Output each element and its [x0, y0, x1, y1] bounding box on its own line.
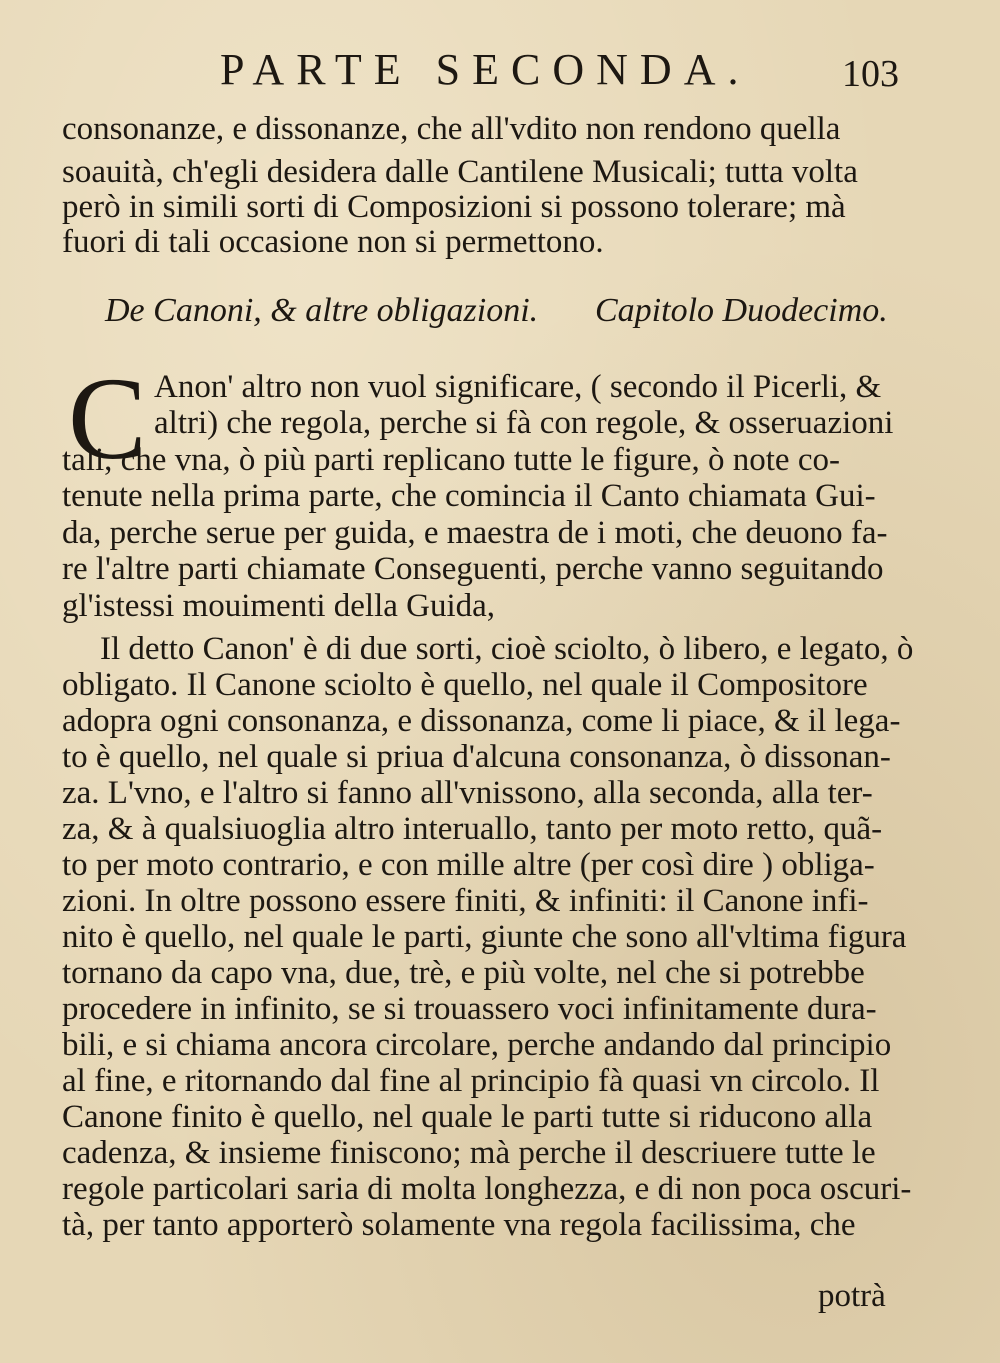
text-line: da, perche serue per guida, e maestra de i moti, che deuono fa- — [62, 515, 888, 551]
text-line: Canone finito è quello, nel quale le parti tutte si riducono alla — [62, 1099, 873, 1135]
text-line: cadenza, & insieme finiscono; mà perche il descriuere tutte le — [62, 1135, 876, 1171]
drop-cap: C — [68, 353, 147, 484]
text-line: regole particolari saria di molta longhezza, e di non poca oscuri- — [62, 1171, 912, 1207]
text-line: consonanze, e dissonanze, che all'vdito non rendono quella — [62, 111, 841, 147]
text-line: però in simili sorti di Composizioni si possono tolerare; mà — [62, 189, 846, 225]
text-line: za. L'vno, e l'altro si fanno all'vnissono, alla seconda, alla ter- — [62, 775, 873, 811]
text-line: re l'altre parti chiamate Conseguenti, perche vanno seguitando — [62, 551, 884, 587]
text-line: za, & à qualsiuoglia altro interuallo, tanto per moto retto, quã- — [62, 811, 883, 847]
catchword: potrà — [818, 1278, 886, 1314]
text-line: gl'istessi mouimenti della Guida, — [62, 588, 496, 624]
text-line: obligato. Il Canone sciolto è quello, nel quale il Compositore — [62, 667, 868, 703]
text-line: zioni. In oltre possono essere finiti, & infiniti: il Canone infi- — [62, 883, 869, 919]
text-line: altri) che regola, perche si fà con regole, & osseruazioni — [154, 405, 894, 441]
text-line: to per moto contrario, e con mille altre (per così dire ) obliga- — [62, 847, 875, 883]
text-line: bili, e si chiama ancora circolare, perche andando dal principio — [62, 1027, 892, 1063]
text-line: tenute nella prima parte, che comincia il Canto chiamata Gui- — [62, 478, 876, 514]
page-number: 103 — [842, 53, 899, 95]
text-line: adopra ogni consonanza, e dissonanza, come li piace, & il lega- — [62, 703, 901, 739]
text-line: to è quello, nel quale si priua d'alcuna consonanza, ò dissonan- — [62, 739, 891, 775]
text-line: tali, che vna, ò più parti replicano tutte le figure, ò note co- — [62, 442, 840, 478]
text-line: procedere in infinito, se si trouassero voci infinitamente dura- — [62, 991, 877, 1027]
chapter-number: Capitolo Duodecimo. — [595, 292, 888, 329]
text-line: fuori di tali occasione non si permettono. — [62, 224, 604, 260]
text-line: tà, per tanto apporterò solamente vna regola facilissima, che — [62, 1207, 856, 1243]
running-head: PARTE SECONDA. — [220, 45, 751, 94]
text-line: al fine, e ritornando dal fine al principio fà quasi vn circolo. Il — [62, 1063, 880, 1099]
text-line: soauità, ch'egli desidera dalle Cantilene Musicali; tutta volta — [62, 154, 858, 190]
chapter-title: De Canoni, & altre obligazioni. — [105, 292, 539, 329]
text-line: nito è quello, nel quale le parti, giunte che sono all'vltima figura — [62, 919, 907, 955]
text-line: Il detto Canon' è di due sorti, cioè sciolto, ò libero, e legato, ò — [100, 631, 914, 667]
text-line: tornano da capo vna, due, trè, e più volte, nel che si potrebbe — [62, 955, 865, 991]
page-header — [0, 44, 1000, 104]
text-line: Anon' altro non vuol significare, ( secondo il Picerli, & — [154, 369, 882, 405]
